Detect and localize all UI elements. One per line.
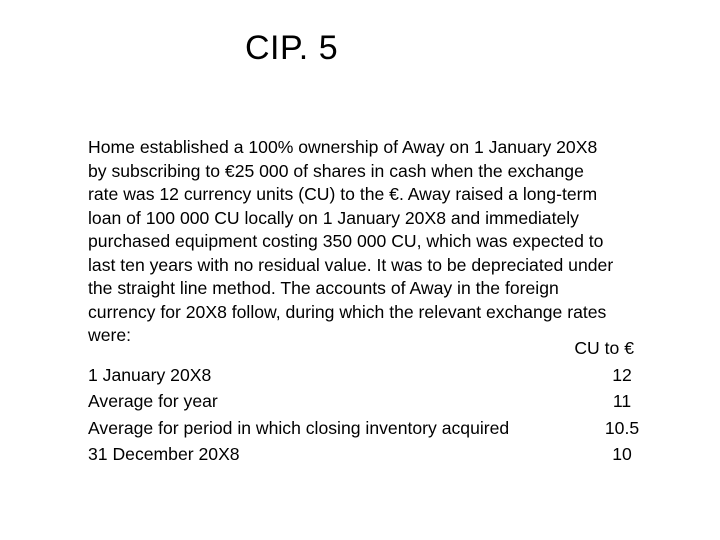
paragraph-line: purchased equipment costing 350 000 CU, which was expected to — [88, 231, 604, 251]
rate-value: 11 — [612, 391, 632, 411]
rate-row — [88, 441, 648, 468]
rate-label: 1 January 20X8 — [88, 364, 212, 385]
rate-value: 10.5 — [604, 417, 640, 438]
paragraph-line: last ten years with no residual value. It was to be depreciated under — [88, 254, 614, 275]
rate-value: 12 — [612, 364, 632, 385]
paragraph-line: currency for 20X8 follow, during which the relevant exchange rates — [88, 301, 607, 322]
paragraph-line: were: — [88, 325, 132, 345]
exchange-rates-table — [88, 335, 648, 468]
body-paragraph — [88, 136, 698, 348]
paragraph-line: loan of 100 000 CU locally on 1 January 20X8 and immediately — [88, 207, 579, 228]
paragraph-line: Home established a 100% ownership of Away on 1 January 20X8 — [88, 137, 598, 157]
rate-row — [88, 362, 648, 389]
rate-label: Average for period in which closing inventory acquired — [88, 417, 510, 438]
paragraph-line: by subscribing to €25 000 of shares in cash when the exchange — [88, 160, 584, 181]
slide-title: CIP. 5 — [245, 29, 339, 67]
rates-column-header: CU to € — [574, 338, 634, 358]
rate-row — [88, 388, 648, 415]
rate-label: 31 December 20X8 — [88, 444, 240, 464]
paragraph-line: the straight line method. The accounts of Away in the foreign — [88, 278, 559, 298]
rate-row — [88, 415, 648, 442]
paragraph-line: rate was 12 currency units (CU) to the €. Away raised a long-term — [88, 184, 598, 204]
rate-value: 10 — [612, 444, 632, 464]
rate-label: Average for year — [88, 391, 218, 411]
